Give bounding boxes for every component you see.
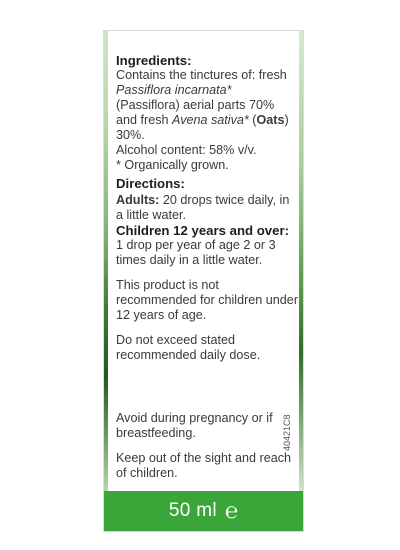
oats-open: ( [248,113,257,127]
pregnancy-warning: Avoid during pregnancy or if breastfeeding. [116,411,273,440]
passiflora-name: Passiflora incarnata* [116,83,232,97]
ingredients-heading: Ingredients: [116,53,192,68]
children-label: Children 12 years and over: [116,223,289,238]
ingredients-text [116,68,298,143]
product-label [103,30,304,532]
alcohol-content: Alcohol content: 58% v/v. [116,143,257,157]
estimated-sign-icon: ℮ [224,498,239,523]
adults-label: Adults: [116,193,160,207]
left-decorative-strip [104,31,108,491]
passiflora-details: (Passiflora) aerial parts 70% and fresh [116,98,275,127]
avena-name: Avena sativa* [172,113,249,127]
oats-word: Oats [256,113,285,127]
adults-text: 20 drops twice daily, in a little water. [116,193,290,222]
right-decorative-strip [299,31,303,491]
volume-footer [104,491,303,531]
adults-directions [116,193,298,223]
directions-heading: Directions: [116,176,185,191]
label-text-content [116,53,298,531]
oats-close: ) 30%. [116,113,289,142]
organic-note: * Organically grown. [116,158,229,172]
volume-text: 50 ml [168,500,217,521]
do-not-exceed-text: Do not exceed stated recommended daily dose. [116,333,261,362]
ingredients-line1: Contains the tinctures of: fresh [116,68,287,82]
children-text: 1 drop per year of age 2 or 3 times daily in a little water. [116,238,276,267]
batch-code: 40421C8 [282,414,292,451]
reach-warning: Keep out of the sight and reach of children. [116,451,292,480]
not-recommended-text: This product is not recommended for children under 12 years of age. [116,278,299,322]
